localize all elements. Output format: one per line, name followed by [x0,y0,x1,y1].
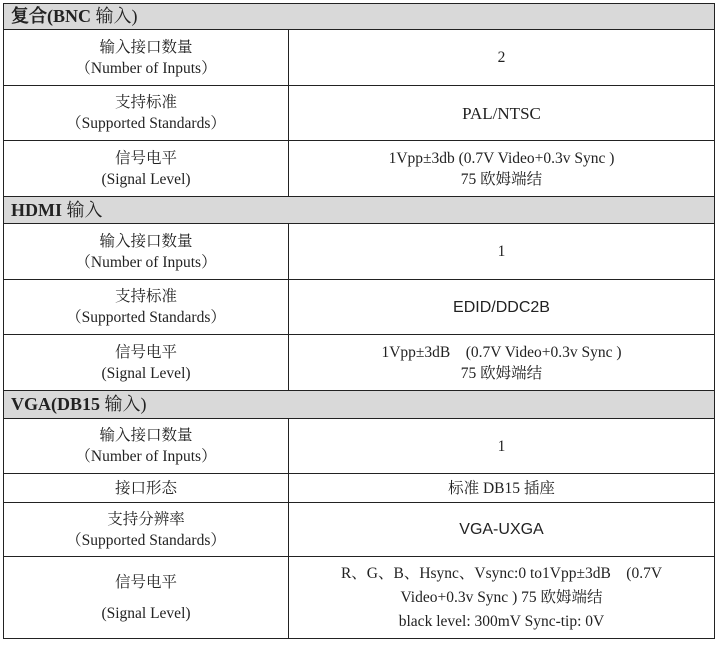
value-line: Video+0.3v Sync ) 75 欧姆端结 [400,588,603,606]
label-en: （Number of Inputs） [75,448,217,465]
row-label [4,224,289,280]
label-cn: 支持标准 [114,94,177,111]
row-label [4,335,289,391]
section-title-main: VGA(DB15 [11,394,100,414]
row-label [4,419,289,474]
row-label [4,280,289,335]
label-cn: 支持分辨率 [107,510,185,528]
value-line: VGA-UXGA [459,521,544,538]
row-label [4,474,289,503]
row-label [4,141,289,197]
row-label [4,557,289,639]
row-value [289,280,715,335]
table-row [4,86,715,141]
section-title-vga [4,391,715,419]
value-line: 1Vpp±3dB (0.7V Video+0.3v Sync ) [381,343,622,361]
value-line: 75 欧姆端结 [460,364,543,382]
label-en: （Supported Standards） [66,309,226,326]
row-value [289,86,715,141]
row-label [4,30,289,86]
section-title-suffix: 输入) [95,6,138,26]
table-row [4,280,715,335]
value-line: black level: 300mV Sync-tip: 0V [398,612,605,630]
row-value [289,141,715,197]
table-row [4,419,715,474]
table-row [4,557,715,639]
row-value [289,557,715,639]
label-cn: 信号电平 [114,149,177,167]
section-title-composite [4,4,715,30]
section-title-main: HDMI [11,199,62,220]
section-title-suffix: 输入 [66,199,103,220]
label-en: (Signal Level) [101,170,191,188]
row-value [289,30,715,86]
value-line: 1Vpp±3db (0.7V Video+0.3v Sync ) [388,149,615,167]
row-value [289,224,715,280]
table-row [4,335,715,391]
row-value [289,419,715,474]
section-title-suffix: 输入) [104,394,147,414]
row-label [4,503,289,557]
label-en: （Number of Inputs） [75,253,217,271]
section-header-row [4,197,715,224]
table-row [4,30,715,86]
label-cn: 接口形态 [114,479,177,497]
row-label [4,86,289,141]
spec-table [3,3,715,639]
table-row [4,224,715,280]
row-value [289,335,715,391]
value-line: EDID/DDC2B [453,298,550,316]
label-en: （Supported Standards） [66,115,226,132]
label-en: (Signal Level) [101,604,191,622]
label-en: (Signal Level) [101,364,191,382]
label-en: （Supported Standards） [66,531,226,549]
value-line: 75 欧姆端结 [460,170,543,188]
value-line: 1 [497,437,506,455]
table-row [4,141,715,197]
label-cn: 信号电平 [114,573,177,591]
section-title-hdmi [4,197,715,224]
table-row [4,474,715,503]
value-line: R、G、B、Hsync、Vsync:0 to1Vpp±3dB (0.7V [340,564,663,582]
row-value [289,503,715,557]
row-value [289,474,715,503]
value-line: PAL/NTSC [462,103,541,123]
label-cn: 支持标准 [114,288,177,305]
table-row [4,503,715,557]
section-header-row [4,391,715,419]
section-title-main: 复合(BNC [11,6,91,26]
label-cn: 输入接口数量 [99,232,193,250]
value-line: 标准 DB15 插座 [448,479,555,497]
label-cn: 输入接口数量 [99,427,193,444]
label-cn: 信号电平 [114,343,177,361]
value-line: 2 [497,49,506,66]
value-line: 1 [497,243,506,260]
label-en: （Number of Inputs） [75,59,217,77]
label-cn: 输入接口数量 [99,38,193,56]
section-header-row [4,4,715,30]
